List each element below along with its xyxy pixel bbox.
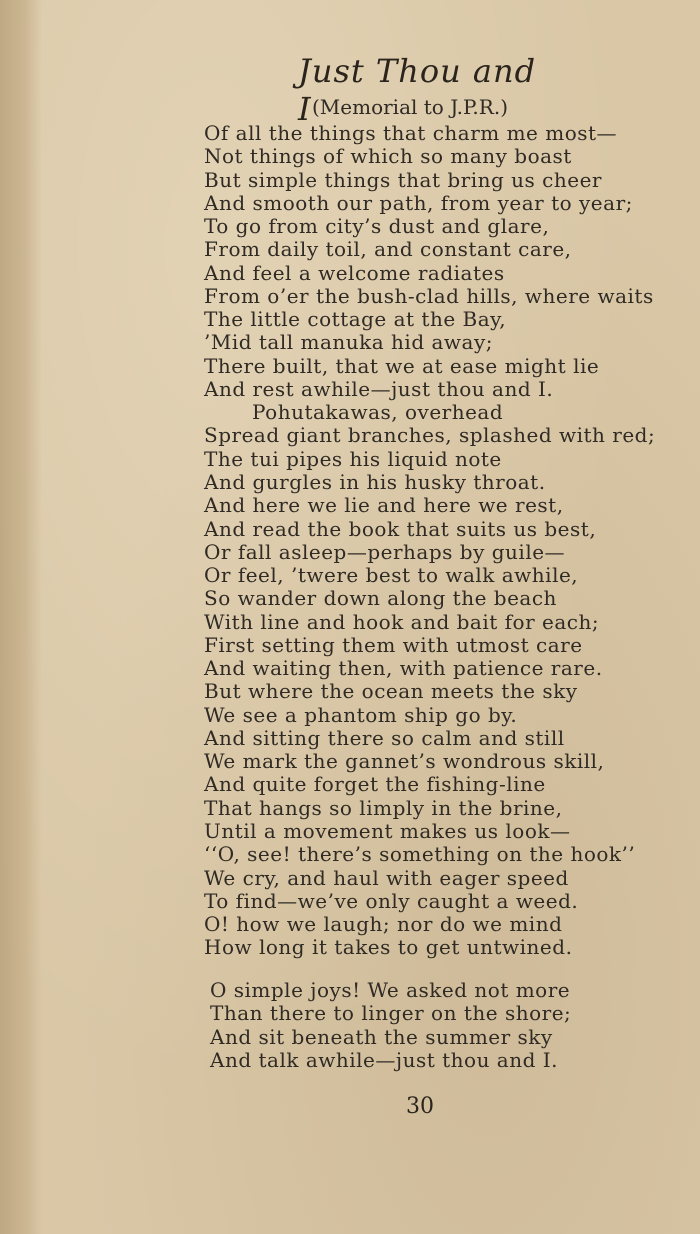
poem-line: And smooth our path, from year to year; — [204, 190, 633, 215]
poem-title: Just Thou and I — [298, 52, 537, 128]
poem-line: Than there to linger on the shore; — [210, 1001, 572, 1026]
poem-line: Spread giant branches, splashed with red; — [204, 423, 656, 448]
poem-line: From daily toil, and constant care, — [204, 237, 572, 262]
poem-line: O simple joys! We asked not more — [210, 978, 571, 1002]
poem-line: Or fall asleep—perhaps by guile— — [204, 539, 566, 564]
poem-line: But where the ocean meets the sky — [204, 679, 578, 704]
poem-line: ’Mid tall manuka hid away; — [204, 330, 493, 355]
poem-line: Pohutakawas, overhead — [252, 400, 504, 425]
poem-line: And sitting there so calm and still — [204, 725, 565, 750]
poem-line: Not things of which so many boast — [204, 144, 572, 169]
poem-line: We mark the gannet’s wondrous skill, — [204, 749, 605, 774]
poem-line: And here we lie and here we rest, — [204, 493, 564, 518]
poem-line: First setting them with utmost care — [204, 632, 583, 657]
stanza-1 — [204, 122, 674, 960]
poem-line: We cry, and haul with eager speed — [204, 865, 569, 890]
poem-line: And gurgles in his husky throat. — [204, 469, 546, 494]
poem-line: We see a phantom ship go by. — [204, 702, 518, 727]
poem-line: And sit beneath the summer sky — [210, 1024, 553, 1049]
poem-line: And feel a welcome radiates — [204, 260, 505, 285]
stanza-2 — [210, 979, 680, 1072]
poem-line: To go from city’s dust and glare, — [204, 214, 550, 239]
poem-line: But simple things that bring us cheer — [204, 167, 602, 192]
poem-line: How long it takes to get untwined. — [204, 935, 573, 960]
poem-line: Of all the things that charm me most— — [204, 121, 618, 145]
poem-line: And quite forget the fishing-line — [204, 772, 546, 797]
poem-line: O! how we laugh; nor do we mind — [204, 912, 563, 937]
poem-line: Or feel, ’twere best to walk awhile, — [204, 563, 579, 588]
poem-line: ‘‘O, see! there’s something on the hook’’ — [204, 842, 636, 867]
poem-line: So wander down along the beach — [204, 586, 557, 611]
poem-line: From o’er the bush-clad hills, where waits — [204, 283, 654, 308]
poem-subtitle: (Memorial to J.P.R.) — [312, 95, 508, 119]
poem-line: Until a movement makes us look— — [204, 818, 571, 843]
poem-line: And rest awhile—just thou and I. — [204, 376, 554, 401]
poem-line: The tui pipes his liquid note — [204, 446, 502, 471]
poem-line: The little cottage at the Bay, — [204, 307, 507, 332]
poem-line: And read the book that suits us best, — [204, 516, 597, 541]
poem-line: There built, that we at ease might lie — [204, 353, 600, 378]
poem-line: That hangs so limply in the brine, — [204, 795, 563, 820]
poem-line: And waiting then, with patience rare. — [204, 656, 603, 681]
poem-line: And talk awhile—just thou and I. — [210, 1047, 559, 1072]
poem-line: To find—we’ve only caught a weed. — [204, 888, 579, 913]
page-number: 30 — [406, 1094, 434, 1119]
poem-line: With line and hook and bait for each; — [204, 609, 600, 634]
